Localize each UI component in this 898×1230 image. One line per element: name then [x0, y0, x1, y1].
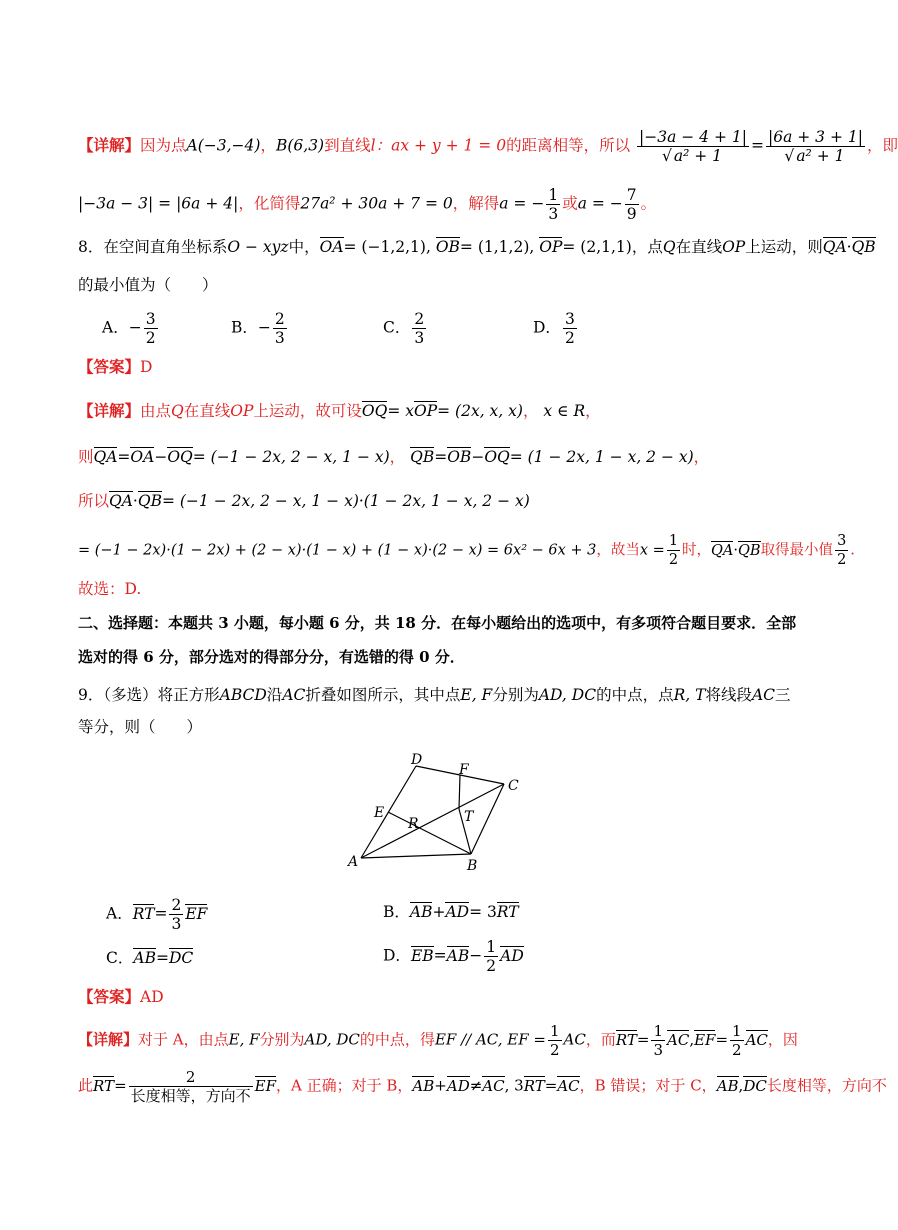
math: = (−1 − 2x, 2 − x, 1 − x)·(1 − 2x, 1 − x, 2 − x) [161, 492, 530, 510]
text: 三 [775, 686, 791, 704]
vector-op: OP [414, 402, 438, 420]
label-c: C [508, 778, 519, 794]
math-point-a: A(−3,−4) [186, 136, 261, 155]
label-a: A [348, 854, 359, 870]
text: 的最小值为（ ） [78, 276, 218, 294]
text: 到直线 [324, 136, 371, 155]
text: 。 [640, 194, 657, 213]
q9-answer [78, 986, 164, 1008]
vector-rt: RT [93, 1076, 115, 1095]
math: = (1,1,2) [459, 238, 530, 256]
math: AC [563, 1030, 586, 1049]
frac-num: 1 [653, 1022, 663, 1040]
label-e: E [374, 805, 385, 821]
vector-oq: OQ [167, 448, 193, 466]
math: = (2x, x, x) [437, 402, 523, 420]
vector-ob: OB [447, 448, 472, 466]
text: 9．（多选）将正方形 [78, 686, 220, 704]
math: ABCD [219, 686, 267, 704]
math: = [433, 946, 447, 965]
math: = [544, 1076, 558, 1095]
text: 的距离相等，所以 [506, 136, 631, 155]
text: ，而 [585, 1030, 616, 1049]
frac-den: 2 [732, 1041, 742, 1059]
math: E, F [460, 686, 493, 704]
vector-qa: QA [93, 448, 118, 466]
fraction [273, 310, 287, 347]
math: , [689, 1030, 695, 1049]
text: 或 [562, 194, 578, 213]
vector-op: OP [539, 238, 563, 256]
math: , 3 [504, 1076, 524, 1095]
text: ， [585, 402, 601, 420]
q8-stem-line-2 [78, 274, 218, 296]
q8-choose: 故选：D. [78, 580, 142, 598]
detail-tag: 【详解】 [78, 1030, 139, 1049]
frac-den: 3 [274, 329, 285, 347]
text: 分别为 [259, 1030, 305, 1049]
vector-ab: AB [446, 946, 470, 965]
edge-bc [471, 784, 504, 854]
math: Q [171, 402, 184, 420]
q9-stem-line-1 [78, 684, 791, 706]
fraction [625, 186, 639, 223]
frac-num: 1 [668, 533, 679, 549]
frac-den: a² + 1 [673, 147, 723, 165]
label-d: D [411, 752, 423, 768]
math: − [154, 448, 168, 466]
frac-num: 7 [626, 186, 637, 204]
frac-den: 3 [171, 915, 182, 933]
math: E, F [228, 1030, 260, 1049]
frac-num: 1 [548, 186, 559, 204]
vector-ac: AC [667, 1030, 690, 1049]
math: a = − [499, 194, 545, 213]
text: 的中点，得 [359, 1030, 435, 1049]
math: · [846, 238, 852, 256]
vector-dc: DC [168, 949, 194, 967]
segment-ft [459, 775, 460, 809]
text: ，因 [767, 1030, 798, 1049]
text: ， [389, 448, 406, 466]
vector-ab: AB [716, 1076, 739, 1095]
frac-den: a² + 1 [796, 147, 845, 165]
section-2-line-2: 选对的得 6 分，部分选对的得部分分，有选错的得 0 分． [78, 648, 465, 666]
frac-num: 1 [732, 1022, 742, 1040]
text: ，化简得 [238, 194, 301, 213]
text: ， [522, 402, 539, 420]
option-label: B． [383, 903, 410, 921]
math: − [471, 448, 485, 466]
frac-den: 3 [548, 205, 559, 223]
math: = [715, 1030, 729, 1049]
vector-ad: AD [500, 946, 524, 965]
math: = [434, 448, 448, 466]
text: 因为点 [140, 136, 187, 155]
vector-ab: AB [409, 903, 433, 921]
vector-rt: RT [523, 1076, 545, 1095]
q8-option-c [383, 310, 428, 347]
vector-ef: EF [694, 1030, 716, 1049]
math: = 3 [469, 903, 497, 921]
text: 则 [78, 448, 94, 466]
option-label: C． [383, 318, 411, 337]
detail-tag: 【详解】 [78, 135, 141, 155]
fraction [484, 938, 498, 975]
q9-detail-line-1 [78, 1022, 798, 1059]
text: ，故当 [596, 542, 640, 559]
vector-rt: RT [615, 1030, 637, 1049]
math: = [117, 448, 131, 466]
math: OP [722, 238, 746, 256]
math: = x [387, 402, 414, 420]
frac-num: 2 [171, 896, 182, 914]
fraction [563, 310, 577, 347]
fraction [835, 532, 848, 569]
math: = [114, 1076, 127, 1095]
math: EF // AC, EF = [434, 1030, 546, 1049]
math: O − xyz [227, 238, 289, 256]
math: R, T [673, 686, 706, 704]
q9-option-c [106, 946, 193, 968]
math: AC [282, 686, 306, 704]
detail-tag: 【详解】 [78, 401, 141, 420]
vector-oq: OQ [361, 402, 388, 420]
fraction [651, 1022, 665, 1059]
option-label: A． [102, 318, 129, 337]
option-sign: − [257, 318, 271, 337]
frac-num: 2 [274, 310, 285, 328]
text: 8．在空间直角坐标系 [78, 238, 228, 256]
frac-den: 3 [653, 1041, 663, 1059]
math: = (2,1,1) [562, 238, 632, 256]
math-line-l: l：ax + y + 1 = 0 [370, 136, 507, 155]
frac-den: 2 [668, 552, 679, 568]
label-b: B [467, 858, 478, 874]
text: 将线段 [705, 686, 752, 704]
frac-den: 2 [145, 329, 156, 347]
math: + [434, 1076, 447, 1095]
math-point-b: B(6,3) [275, 136, 325, 155]
math: = (1 − 2x, 1 − x, 2 − x) [509, 448, 694, 466]
vector-qb: QB [137, 492, 162, 510]
frac-num: 2 [414, 310, 425, 328]
text: 由点 [140, 402, 172, 420]
answer-tag: 【答案】 [78, 987, 141, 1006]
math: x ∈ R [543, 402, 586, 420]
fraction [546, 186, 560, 223]
q8-detail-line-2 [78, 446, 709, 468]
vector-ab: AB [133, 949, 156, 967]
vector-qb: QB [738, 542, 761, 559]
fraction [169, 896, 183, 933]
math: = [154, 904, 168, 923]
frac-num: 2 [129, 1068, 253, 1087]
math: x = [639, 542, 665, 559]
q8-detail-line-3 [78, 490, 530, 512]
q8-option-d [533, 310, 579, 347]
math: − [469, 946, 483, 965]
math: · [733, 542, 739, 559]
folded-square-figure [340, 748, 530, 876]
frac-num: |6a + 3 + 1| [767, 128, 863, 146]
q7-detail-line-1: 【详解】因为点A(−3,−4)，B(6,3)到直线l：ax + y + 1 = 0的距离相等，所以 $\frac{|-3a - 4 + 1|}{\text{√ a² + 1}}$ = $\frac{|6a + 3 + 1|}{\text{√ a² + 1}}$ ，即 [78, 128, 898, 165]
answer-value: AD [140, 988, 164, 1006]
text: 对于 A，由点 [138, 1030, 229, 1049]
label-t: T [464, 809, 474, 825]
text: 折叠如图所示，其中点 [305, 686, 461, 704]
frac-num: 3 [837, 533, 847, 549]
text: ， [693, 448, 710, 466]
vector-qb: QB [851, 238, 876, 256]
q8-option-b [231, 310, 289, 347]
math: 27a² + 30a + 7 = 0 [300, 194, 453, 213]
math: = [155, 949, 169, 967]
math: Q [662, 238, 676, 256]
text: ，即 [866, 136, 898, 155]
frac-num: |−3a − 4 + 1| [639, 128, 747, 146]
q9-option-d [383, 938, 524, 975]
edge-ab [361, 854, 471, 858]
vector-ab: AB [412, 1076, 435, 1095]
fraction [667, 532, 680, 569]
vector-ac: AC [745, 1030, 768, 1049]
text: ， [260, 136, 276, 155]
segment-eb [388, 812, 471, 854]
text: 时， [682, 542, 712, 559]
vector-qa: QA [822, 238, 847, 256]
text: 在直线 [183, 402, 231, 420]
text: 沿 [266, 686, 283, 704]
fraction-1: $\frac{|-3a - 4 + 1|}{\text{√ a² + 1}}$ [639, 128, 747, 165]
fraction-2: $\frac{|6a + 3 + 1|}{\text{√ a² + 1}}$ [767, 128, 863, 165]
text: 中， [288, 238, 320, 256]
vector-qa: QA [109, 492, 133, 510]
vector-dc: DC [743, 1076, 767, 1095]
section-2-line-1: 二、选择题：本题共 3 小题，每小题 6 分，共 18 分．在每小题给出的选项中，有多项符合题目要求．全部 [78, 614, 797, 632]
q9-option-b [383, 900, 519, 922]
vector-qb: QB [410, 448, 435, 466]
label-r: R [408, 816, 419, 832]
vector-ad: AD [446, 1076, 470, 1095]
text: 上运动，则 [745, 238, 823, 256]
answer-tag: 【答案】 [78, 357, 141, 376]
vector-rt: RT [496, 903, 519, 921]
vector-eb: EB [410, 946, 434, 965]
text: 上运动，故可设 [253, 402, 362, 420]
frac-num: 1 [486, 938, 497, 956]
text: 所以 [78, 492, 110, 510]
q8-detail-line-4 [78, 532, 855, 569]
math: |−3a − 3| = |6a + 4| [78, 194, 239, 213]
q9-option-a [106, 896, 207, 933]
math: AD, DC [304, 1030, 360, 1049]
option-label: A． [106, 904, 133, 923]
text: 此 [78, 1076, 94, 1095]
frac-den: 2 [486, 957, 497, 975]
text: 的中点，点 [596, 686, 674, 704]
math: AC [751, 686, 776, 704]
q8-answer [78, 356, 152, 378]
frac-den: 3 [414, 329, 425, 347]
option-label: B． [231, 318, 258, 337]
fraction [730, 1022, 744, 1059]
vector-ac: AC [557, 1076, 580, 1095]
math: · [132, 492, 138, 510]
text: 分别为 [492, 686, 539, 704]
vector-oa: OA [319, 238, 344, 256]
q8-detail-line-1 [78, 400, 601, 422]
vector-ob: OB [435, 238, 460, 256]
q8-option-a [102, 310, 160, 347]
math: = (−1 − 2x, 2 − x, 1 − x) [192, 448, 390, 466]
text: ，B 错误；对于 C， [579, 1076, 717, 1095]
vector-rt: RT [132, 904, 155, 923]
math: AD, DC [538, 686, 597, 704]
text: ，A 正确；对于 B， [276, 1076, 413, 1095]
option-label: C． [106, 949, 134, 967]
fraction [412, 310, 426, 347]
answer-value: D [140, 358, 153, 376]
vector-qa: QA [711, 542, 734, 559]
q7-detail-line-2 [78, 186, 656, 223]
math: a = − [577, 194, 623, 213]
text: 长度相等，方向不 [766, 1076, 887, 1095]
fraction [129, 1068, 253, 1105]
math: , [738, 1076, 744, 1095]
vector-oa: OA [130, 448, 155, 466]
vector-ad: AD [445, 903, 470, 921]
math: + [432, 903, 446, 921]
frac-den: 2 [837, 552, 847, 568]
math: OP [230, 402, 254, 420]
frac-num: 3 [145, 310, 156, 328]
frac-num: 3 [564, 310, 575, 328]
frac-den: 2 [564, 329, 575, 347]
frac-num: 1 [549, 1022, 560, 1040]
label-f: F [459, 762, 469, 778]
math: = (−1,2,1) [343, 238, 426, 256]
q9-stem-line-2: 等分，则（ ） [78, 718, 203, 736]
text: ，点 [631, 238, 663, 256]
vector-oq: OQ [484, 448, 510, 466]
option-label: D． [383, 946, 411, 965]
fraction [548, 1022, 562, 1059]
text: 取得最小值 [760, 542, 834, 559]
vector-ef: EF [254, 1076, 277, 1095]
q9-detail-line-2 [78, 1068, 887, 1105]
math: = (−1 − 2x)·(1 − 2x) + (2 − x)·(1 − x) + (1 − x)·(2 − x) = 6x² − 6x + 3 [78, 542, 597, 559]
vector-ac: AC [482, 1076, 505, 1095]
q8-stem-line-1: 8．在空间直角坐标系O − xyz中，OA= (−1,2,1), OB= (1,1,2), OP= (2,1,1)，点Q在直线OP上运动，则QA·QB [78, 238, 876, 256]
vector-ef: EF [185, 904, 208, 923]
option-label: D． [533, 318, 561, 337]
math: = [636, 1030, 650, 1049]
fraction [144, 310, 158, 347]
text: . [850, 542, 855, 559]
text: ，解得 [452, 194, 500, 213]
frac-den: 9 [626, 205, 637, 223]
text: 在直线 [675, 238, 723, 256]
option-sign: − [128, 318, 142, 337]
frac-den: 长度相等，方向不 [130, 1087, 251, 1105]
frac-den: 2 [549, 1041, 560, 1059]
math: ≠ [469, 1076, 483, 1095]
